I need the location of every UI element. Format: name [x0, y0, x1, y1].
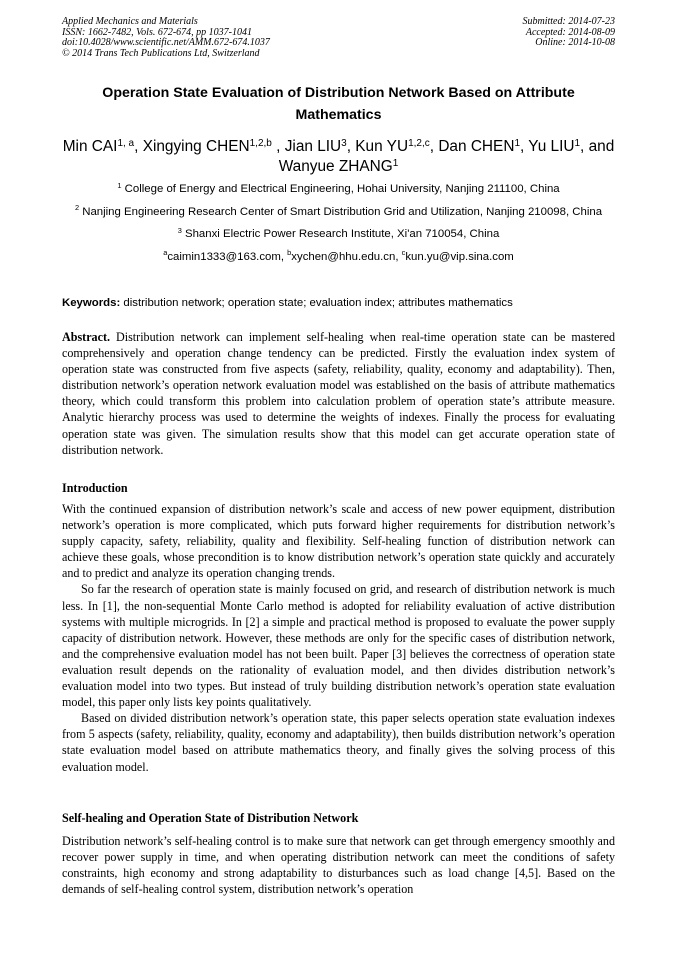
affiliation-text: College of Energy and Electrical Engineering, Hohai University, Nanjing 211100, China [121, 183, 560, 195]
author-separator: , [271, 138, 285, 155]
author-name: Wanyue ZHANG [278, 158, 393, 175]
copyright-line: © 2014 Trans Tech Publications Ltd, Switzerland [62, 47, 260, 59]
section-heading-introduction: Introduction [62, 481, 128, 495]
keywords-label: Keywords: [62, 297, 121, 309]
author-name: Xingying CHEN [142, 138, 250, 155]
author-name: Yu LIU [528, 138, 575, 155]
author-affiliation-mark: 1,2,c [408, 137, 430, 149]
paragraph: So far the research of operation state is mainly focused on grid, and research of distribution network is much less. In [1], the non-sequential Monte Carlo method is adopted for reliability evaluation of active distribution systems with multiple microgrids. In [2] a simple and practical method is proposed to evaluate the power supply capacity of distribution network. However, these methods are only for the specific cases of distribution network, and the comprehensive evaluation model has not been built. Paper [3] believes the correctness of operation state evaluation result depends on the rationality of evaluation model, and then divides distribution network’s evaluation model into two types. But instead of truly building distribution network’s operation state evaluation model, this paper only lists key points qualitatively. [62, 582, 615, 710]
author-separator: , [429, 138, 439, 155]
email-line [62, 250, 615, 265]
author-affiliation-mark: 1, a [117, 137, 135, 149]
author-affiliation-mark: 1 [392, 157, 399, 169]
submitted-date: Submitted: 2014-07-23 [522, 16, 615, 27]
abstract-label: Abstract. [62, 330, 111, 344]
affiliation-3 [62, 227, 615, 242]
introduction-body [62, 501, 615, 775]
author-separator: , [346, 138, 356, 155]
author-separator: , and [580, 138, 615, 155]
email-address: xychen@hhu.edu.cn, [291, 250, 402, 263]
paper-title: Operation State Evaluation of Distribution Network Based on Attribute Mathematics [102, 85, 575, 123]
author-separator: , [134, 138, 143, 155]
author-name: Dan CHEN [438, 138, 515, 155]
email-mark: b [287, 248, 292, 258]
author-name: Min CAI [62, 138, 118, 155]
paragraph: Distribution network’s self-healing control is to make sure that network can get through emergency smoothly and recover power supply in time, and when operating distribution network can meet the conditions of safety constraints, high economy and strong adaptability to disturbances such as load change [4,5]. Based on the demands of self-healing control system, distribution network’s operation [62, 834, 615, 897]
author-affiliation-mark: 3 [341, 137, 347, 149]
affiliation-2 [62, 205, 615, 220]
author-affiliation-mark: 1 [574, 137, 581, 149]
affiliation-number: 3 [177, 225, 182, 235]
doi-line: doi:10.4028/www.scientific.net/AMM.672-674.1037 [62, 37, 270, 49]
accepted-date: Accepted: 2014-08-09 [525, 26, 615, 38]
affiliation-text: Nanjing Engineering Research Center of Smart Distribution Grid and Utilization, Nanjing 210098, China [79, 205, 603, 218]
author-name: Jian LIU [284, 138, 342, 155]
issn-line: ISSN: 1662-7482, Vols. 672-674, pp 1037-1041 [62, 26, 252, 38]
author-separator: , [520, 138, 529, 155]
author-affiliation-mark: 1,2,b [249, 137, 272, 149]
journal-name: Applied Mechanics and Materials [62, 16, 198, 27]
keywords [62, 296, 615, 310]
author-list [62, 137, 615, 177]
affiliation-text: Shanxi Electric Power Research Institute, Xi'an 710054, China [181, 228, 500, 240]
journal-info [62, 17, 270, 59]
author-affiliation-mark: 1 [514, 137, 520, 149]
paragraph: With the continued expansion of distribution network’s scale and access of new power equipment, distribution network’s operation is more complicated, which puts forward higher requirements for distribution network’s supply capacity, safety, reliability, quality and flexibility. Self-healing function of distribution network can achieve these goals, whose precondition is to know distribution network’s operation state quickly and accurately and to predict and analyze its operation changing trends. [62, 502, 615, 581]
author-name: Kun YU [355, 138, 409, 155]
email-mark: c [401, 248, 406, 258]
affiliations [62, 182, 615, 272]
keywords-text: distribution network; operation state; evaluation index; attributes mathematics [120, 297, 513, 309]
submission-dates [523, 17, 616, 49]
email-address: caimin1333@163.com, [167, 250, 288, 263]
affiliation-number: 1 [117, 180, 122, 190]
online-date: Online: 2014-10-08 [535, 37, 615, 49]
affiliation-1 [62, 182, 615, 197]
email-mark: a [163, 248, 168, 258]
abstract [62, 329, 615, 458]
abstract-text: Distribution network can implement self-healing when real-time operation state can be mastered comprehensively and operation change tendency can be predicted. Firstly the evaluation index system of operation state was constructed from five aspects (safety, reliability, quality, economy and adaptability). Then, distribution network’s operation network evaluation model was established on the basis of attribute mathematics theory, which could transform this problem into calculation problem of operation state’s attribute measure. Analytic hierarchy process was used to determine the weights of indexes. Finally the process for evaluating operation state was given. The simulation results show that this model can get accurate operation state of distribution network. [62, 330, 615, 457]
email-address: kun.yu@vip.sina.com [405, 250, 514, 263]
paragraph: Based on divided distribution network’s operation state, this paper selects operation state evaluation indexes from 5 aspects (safety, reliability, quality, economy and adaptability), then builds distribution network’s operation state evaluation model based on attribute mathematics theory, and finally gives the solving process of this evaluation model. [62, 711, 615, 774]
affiliation-number: 2 [74, 203, 80, 213]
section-heading-self-healing: Self-healing and Operation State of Distribution Network [62, 811, 359, 825]
